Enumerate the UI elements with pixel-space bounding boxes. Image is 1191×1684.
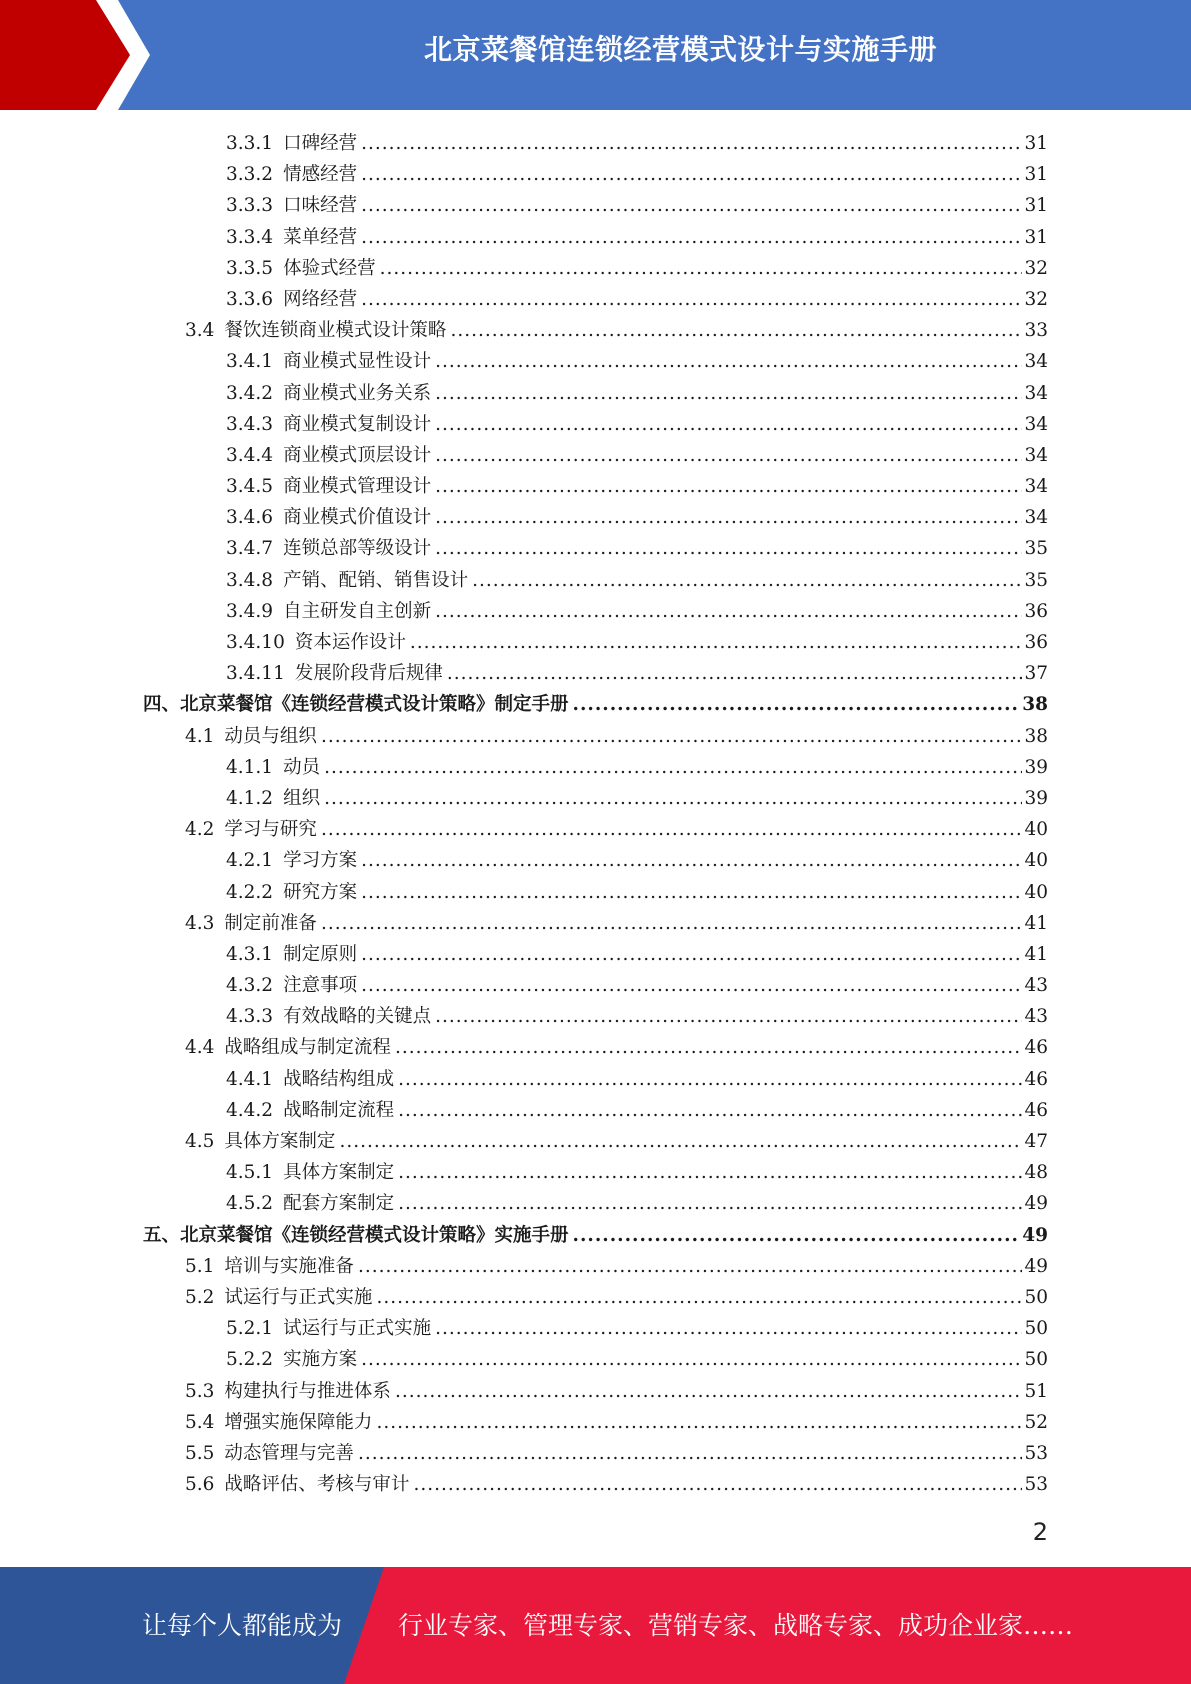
toc-entry-number: 4.3.1 [226, 943, 274, 965]
toc-entry-title: 试运行与正式实施 [224, 1286, 373, 1308]
toc-entry-page: 35 [1024, 538, 1048, 560]
toc-entry-page: 36 [1024, 600, 1048, 622]
footer-slogan-left: 让每个人都能成为 [142, 1611, 343, 1640]
toc-entry-title: 研究方案 [283, 881, 358, 903]
toc-entry-page: 35 [1024, 569, 1048, 591]
toc-entry-number: 4.5 [185, 1131, 215, 1152]
toc-entry-page: 53 [1024, 1474, 1048, 1496]
toc-entry-number: 3.3.5 [226, 257, 274, 279]
toc-dot-leader [450, 315, 1022, 346]
toc-entry-page: 41 [1024, 943, 1048, 965]
toc-entry-number: 4.1 [185, 725, 215, 747]
toc-entry-number: 3.4 [185, 320, 215, 342]
toc-entry-title: 动员 [283, 756, 321, 778]
toc-dot-leader [380, 253, 1023, 284]
toc-dot-leader [573, 1220, 1021, 1251]
toc-entry-page: 31 [1024, 195, 1048, 217]
toc-entry[interactable] [143, 1469, 1048, 1500]
page-footer [0, 1567, 1191, 1684]
toc-dot-leader [361, 970, 1022, 1001]
toc-dot-leader [361, 222, 1022, 253]
toc-entry[interactable] [143, 1126, 1048, 1157]
toc-entry[interactable] [143, 1032, 1048, 1063]
toc-entry[interactable] [143, 783, 1048, 814]
toc-entry-page: 49 [1024, 1255, 1048, 1277]
toc-entry-number: 4.1.1 [226, 756, 274, 778]
toc-dot-leader [413, 1469, 1022, 1500]
toc-entry-page: 52 [1024, 1411, 1048, 1433]
toc-entry-number: 3.3.3 [226, 195, 274, 217]
toc-entry-title: 资本运作设计 [294, 632, 406, 653]
toc-entry-number: 3.4.3 [226, 413, 274, 435]
toc-dot-leader [398, 1064, 1022, 1095]
toc-dot-leader [361, 128, 1022, 159]
toc-entry[interactable] [143, 1313, 1048, 1344]
toc-entry-title: 具体方案制定 [283, 1162, 395, 1184]
toc-entry-title: 战略制定流程 [283, 1099, 395, 1121]
toc-entry-number: 4.2 [185, 819, 215, 841]
toc-entry-title: 战略结构组成 [283, 1068, 395, 1090]
toc-entry[interactable] [143, 939, 1048, 970]
toc-dot-leader [321, 908, 1023, 939]
toc-entry-title: 培训与实施准备 [224, 1255, 354, 1277]
toc-entry[interactable] [143, 253, 1048, 284]
toc-dot-leader [447, 658, 1023, 689]
toc-dot-leader [398, 1095, 1022, 1126]
toc-entry-number: 3.4.4 [226, 444, 274, 466]
toc-entry[interactable] [143, 533, 1048, 564]
toc-dot-leader [376, 1282, 1022, 1313]
toc-entry[interactable] [143, 346, 1048, 377]
toc-entry-number: 5.1 [185, 1255, 215, 1277]
toc-entry-number: 3.4.8 [226, 569, 274, 591]
toc-entry-page: 46 [1024, 1099, 1048, 1121]
toc-dot-leader [395, 1032, 1023, 1063]
toc-entry-page: 37 [1024, 663, 1048, 685]
toc-entry[interactable] [143, 502, 1048, 533]
toc-entry-page: 41 [1024, 912, 1048, 934]
toc-entry-number: 5.5 [185, 1442, 215, 1464]
toc-entry[interactable] [143, 1001, 1048, 1032]
toc-entry-page: 40 [1024, 850, 1048, 872]
toc-dot-leader [361, 1344, 1022, 1375]
toc-entry-page: 50 [1024, 1286, 1048, 1308]
toc-entry-number: 3.4.9 [226, 600, 274, 622]
toc-entry-number: 4.3.3 [226, 1006, 274, 1028]
toc-dot-leader [435, 409, 1022, 440]
page-number: 2 [1032, 1518, 1048, 1546]
toc-entry-page: 40 [1024, 881, 1048, 903]
toc-entry-page: 34 [1024, 351, 1048, 373]
toc-entry-title: 网络经营 [283, 288, 358, 310]
toc-dot-leader [435, 1313, 1022, 1344]
toc-dot-leader [321, 814, 1023, 845]
toc-entry-page: 34 [1024, 413, 1048, 435]
toc-entry-page: 34 [1024, 507, 1048, 529]
toc-entry-title: 商业模式业务关系 [283, 382, 432, 404]
toc-entry-title: 试运行与正式实施 [283, 1318, 432, 1340]
toc-dot-leader [435, 533, 1022, 564]
toc-entry-number: 四、 [143, 694, 181, 716]
toc-entry[interactable] [143, 1376, 1048, 1407]
toc-entry-title: 战略评估、考核与审计 [224, 1474, 410, 1496]
toc-entry-title: 商业模式顶层设计 [283, 444, 432, 466]
toc-entry-page: 50 [1024, 1349, 1048, 1371]
toc-entry-page: 46 [1024, 1068, 1048, 1090]
toc-entry-number: 4.4.1 [226, 1068, 274, 1090]
toc-entry-title: 制定前准备 [224, 912, 317, 934]
toc-entry-title: 学习方案 [283, 850, 358, 872]
toc-entry-number: 3.4.5 [226, 476, 274, 498]
toc-entry-page: 46 [1024, 1037, 1048, 1059]
toc-entry-number: 5.2 [185, 1286, 215, 1308]
toc-entry-number: 4.2.2 [226, 881, 274, 903]
toc-entry[interactable] [143, 752, 1048, 783]
toc-entry-page: 34 [1024, 444, 1048, 466]
toc-entry[interactable] [143, 1344, 1048, 1375]
toc-entry-number: 4.2.1 [226, 850, 274, 872]
toc-entry-page: 34 [1024, 476, 1048, 498]
toc-dot-leader [435, 471, 1022, 502]
toc-entry-title: 北京菜餐馆《连锁经营模式设计策略》制定手册 [180, 694, 569, 716]
toc-dot-leader [398, 1157, 1022, 1188]
toc-entry-number: 4.4 [185, 1037, 215, 1059]
toc-entry[interactable] [143, 658, 1048, 689]
toc-entry-title: 商业模式复制设计 [283, 413, 432, 435]
toc-dot-leader [361, 845, 1022, 876]
toc-dot-leader [435, 502, 1022, 533]
toc-entry-page: 34 [1024, 382, 1048, 404]
toc-entry[interactable] [143, 814, 1048, 845]
toc-entry-title: 有效战略的关键点 [283, 1006, 432, 1028]
toc-entry-page: 51 [1024, 1380, 1048, 1402]
toc-entry[interactable] [143, 565, 1048, 596]
toc-entry-number: 3.3.2 [226, 164, 274, 186]
toc-entry[interactable] [143, 315, 1048, 346]
toc-entry[interactable] [143, 190, 1048, 221]
toc-entry-number: 3.4.7 [226, 538, 274, 560]
toc-entry-title: 商业模式管理设计 [283, 476, 432, 498]
toc-dot-leader [410, 627, 1023, 658]
toc-entry-page: 53 [1024, 1442, 1048, 1464]
toc-entry-page: 39 [1024, 756, 1048, 778]
toc-entry[interactable] [143, 845, 1048, 876]
toc-entry-number: 4.5.2 [226, 1193, 274, 1215]
toc-entry-page: 38 [1024, 725, 1048, 747]
toc-entry[interactable] [143, 1157, 1048, 1188]
toc-entry[interactable] [143, 1220, 1048, 1251]
toc-entry-number: 4.3.2 [226, 975, 274, 997]
toc-dot-leader [435, 1001, 1022, 1032]
toc-entry-page: 36 [1024, 632, 1048, 653]
toc-entry-number: 4.3 [185, 912, 215, 934]
toc-entry-page: 49 [1024, 1193, 1048, 1215]
toc-entry-title: 学习与研究 [224, 819, 317, 841]
toc-entry[interactable] [143, 970, 1048, 1001]
toc-entry-title: 商业模式显性设计 [283, 351, 432, 373]
toc-entry-page: 40 [1024, 819, 1048, 841]
toc-dot-leader [376, 1407, 1022, 1438]
toc-dot-leader [573, 689, 1021, 720]
toc-dot-leader [435, 378, 1022, 409]
table-of-contents [143, 128, 1048, 1500]
toc-entry-number: 3.4.10 [226, 632, 285, 653]
toc-dot-leader [361, 284, 1022, 315]
toc-entry-title: 动员与组织 [224, 725, 317, 747]
toc-dot-leader [361, 159, 1022, 190]
toc-entry[interactable] [143, 689, 1048, 720]
toc-dot-leader [361, 877, 1022, 908]
toc-entry-page: 31 [1024, 226, 1048, 248]
toc-entry[interactable] [143, 721, 1048, 752]
toc-entry-number: 5.2.1 [226, 1318, 274, 1340]
toc-entry-page: 47 [1024, 1131, 1048, 1152]
toc-entry[interactable] [143, 128, 1048, 159]
toc-entry-number: 3.3.6 [226, 288, 274, 310]
toc-entry-number: 3.3.1 [226, 133, 274, 154]
toc-entry-number: 3.4.1 [226, 351, 274, 373]
toc-entry-title: 发展阶段背后规律 [294, 663, 443, 685]
toc-entry-title: 餐饮连锁商业模式设计策略 [224, 320, 447, 342]
toc-entry-title: 组织 [283, 787, 321, 809]
toc-entry-page: 32 [1024, 288, 1048, 310]
toc-entry-page: 50 [1024, 1318, 1048, 1340]
toc-entry[interactable] [143, 440, 1048, 471]
toc-entry-title: 制定原则 [283, 943, 358, 965]
toc-dot-leader [358, 1438, 1023, 1469]
toc-entry-number: 五、 [143, 1224, 181, 1246]
toc-entry-page: 32 [1024, 257, 1048, 279]
toc-entry-page: 48 [1024, 1162, 1048, 1184]
toc-dot-leader [324, 752, 1022, 783]
toc-entry-number: 3.4.11 [226, 663, 285, 685]
toc-dot-leader [321, 721, 1023, 752]
toc-entry-title: 配套方案制定 [283, 1193, 395, 1215]
toc-entry[interactable] [143, 1438, 1048, 1469]
toc-entry-title: 构建执行与推进体系 [224, 1380, 391, 1402]
toc-entry[interactable] [143, 596, 1048, 627]
toc-entry[interactable] [143, 409, 1048, 440]
toc-entry-title: 情感经营 [283, 164, 358, 186]
page-header [0, 0, 1191, 110]
toc-dot-leader [472, 565, 1022, 596]
toc-entry-page: 31 [1024, 133, 1048, 154]
toc-dot-leader [435, 440, 1022, 471]
toc-entry[interactable] [143, 378, 1048, 409]
toc-dot-leader [324, 783, 1022, 814]
toc-entry[interactable] [143, 222, 1048, 253]
toc-entry-title: 口碑经营 [283, 133, 358, 154]
toc-dot-leader [395, 1376, 1023, 1407]
toc-entry[interactable] [143, 1095, 1048, 1126]
toc-entry-page: 39 [1024, 787, 1048, 809]
toc-dot-leader [435, 346, 1022, 377]
toc-entry-number: 3.4.2 [226, 382, 274, 404]
toc-entry-number: 4.5.1 [226, 1162, 274, 1184]
toc-entry[interactable] [143, 1064, 1048, 1095]
toc-entry-number: 3.3.4 [226, 226, 274, 248]
toc-entry-title: 产销、配销、销售设计 [283, 569, 469, 591]
toc-entry[interactable] [143, 1251, 1048, 1282]
toc-entry-title: 自主研发自主创新 [283, 600, 432, 622]
toc-dot-leader [398, 1188, 1022, 1219]
toc-dot-leader [361, 190, 1022, 221]
toc-entry-page: 38 [1022, 694, 1048, 716]
toc-entry[interactable] [143, 627, 1048, 658]
toc-entry-number: 4.4.2 [226, 1099, 274, 1121]
toc-entry-page: 31 [1024, 164, 1048, 186]
toc-entry-number: 5.4 [185, 1411, 215, 1433]
toc-dot-leader [339, 1126, 1022, 1157]
toc-entry[interactable] [143, 284, 1048, 315]
toc-entry-title: 商业模式价值设计 [283, 507, 432, 529]
toc-dot-leader [361, 939, 1022, 970]
toc-entry-page: 49 [1022, 1224, 1048, 1246]
toc-entry[interactable] [143, 908, 1048, 939]
document-title: 北京菜餐馆连锁经营模式设计与实施手册 [423, 33, 937, 66]
toc-entry-page: 43 [1024, 975, 1048, 997]
toc-entry-number: 3.4.6 [226, 507, 274, 529]
toc-entry[interactable] [143, 1407, 1048, 1438]
toc-entry[interactable] [143, 1282, 1048, 1313]
toc-entry[interactable] [143, 159, 1048, 190]
toc-entry-page: 43 [1024, 1006, 1048, 1028]
toc-dot-leader [435, 596, 1022, 627]
toc-entry-number: 4.1.2 [226, 787, 274, 809]
toc-dot-leader [358, 1251, 1023, 1282]
toc-entry-title: 注意事项 [283, 975, 358, 997]
toc-entry-title: 战略组成与制定流程 [224, 1037, 391, 1059]
toc-entry[interactable] [143, 471, 1048, 502]
toc-entry-number: 5.3 [185, 1380, 215, 1402]
toc-entry-title: 增强实施保障能力 [224, 1411, 373, 1433]
toc-entry-title: 体验式经营 [283, 257, 376, 279]
toc-entry-title: 实施方案 [283, 1349, 358, 1371]
toc-entry-title: 具体方案制定 [224, 1131, 336, 1152]
toc-entry[interactable] [143, 1188, 1048, 1219]
toc-entry[interactable] [143, 877, 1048, 908]
toc-entry-number: 5.6 [185, 1474, 215, 1496]
footer-slogan-right: 行业专家、管理专家、营销专家、战略专家、成功企业家…… [398, 1611, 1074, 1640]
toc-entry-title: 连锁总部等级设计 [283, 538, 432, 560]
toc-entry-title: 北京菜餐馆《连锁经营模式设计策略》实施手册 [180, 1224, 569, 1246]
toc-entry-number: 5.2.2 [226, 1349, 274, 1371]
toc-entry-title: 口味经营 [283, 195, 358, 217]
toc-entry-title: 动态管理与完善 [224, 1442, 354, 1464]
toc-entry-page: 33 [1024, 320, 1048, 342]
toc-entry-title: 菜单经营 [283, 226, 358, 248]
